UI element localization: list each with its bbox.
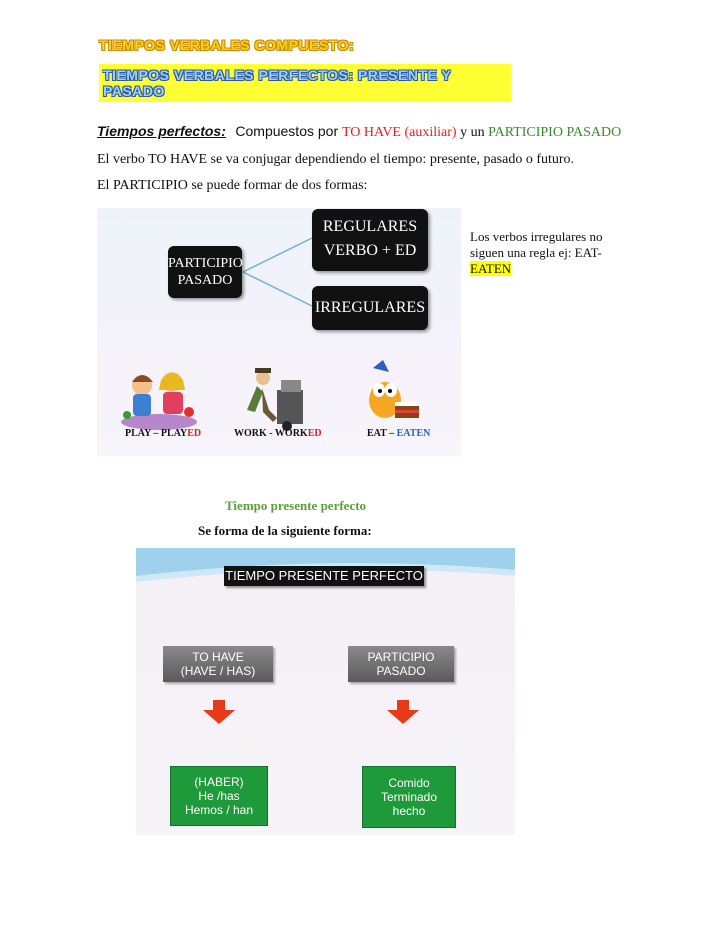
- participio-pasado-gray-box: PARTICIPIO PASADO: [348, 646, 454, 682]
- section2-subtitle: Se forma de la siguiente forma:: [198, 523, 372, 538]
- irregular-note-highlight: EATEN: [470, 261, 512, 276]
- section2-title: Tiempo presente perfecto: [225, 498, 367, 513]
- comido-box: Comido Terminado hecho: [362, 766, 456, 828]
- garfield-eating-icon: [369, 360, 419, 418]
- section-banner: TIEMPOS VERBALES PERFECTOS: PRESENTE Y PASADO: [99, 64, 511, 102]
- arrow-down-left-icon: [203, 700, 235, 724]
- arrow-down-right-icon: [387, 700, 419, 724]
- document-title: TIEMPOS VERBALES COMPUESTO:: [99, 37, 355, 53]
- intro-line-2: El verbo TO HAVE se va conjugar dependiendo el tiempo: presente, pasado o futuro.: [97, 152, 575, 167]
- to-have-text: TO HAVE (auxiliar): [342, 125, 457, 140]
- intro-text-before: Compuestos por: [235, 123, 342, 139]
- diagram2-title: TIEMPO PRESENTE PERFECTO: [224, 566, 424, 586]
- irregular-note: [470, 229, 615, 277]
- intro-line-1: [97, 122, 621, 142]
- to-have-box: TO HAVE (HAVE / HAS): [163, 646, 273, 682]
- irregulares-box: IRREGULARES: [312, 286, 428, 330]
- participio-diagram: [97, 208, 461, 456]
- intro-line-3: El PARTICIPIO se puede formar de dos formas:: [97, 178, 368, 193]
- intro-label: Tiempos perfectos:: [97, 123, 226, 139]
- verbo-ed-label: VERBO + ED: [323, 242, 417, 259]
- regulares-box: [312, 209, 428, 271]
- caption-play: PLAY – PLAYED: [125, 428, 202, 439]
- arrows: [136, 698, 515, 738]
- intro-text-mid: y un: [456, 125, 489, 140]
- kids-playing-icon: [121, 372, 197, 430]
- regulares-label: REGULARES: [322, 218, 418, 235]
- participio-pasado-box: PARTICIPIO PASADO: [168, 246, 242, 298]
- man-working-icon: [247, 368, 303, 431]
- caption-work: WORK - WORKED: [234, 428, 322, 439]
- present-perfect-diagram: [136, 548, 515, 835]
- haber-box: (HABER) He /has Hemos / han: [170, 766, 268, 826]
- caption-eat: EAT – EATEN: [367, 428, 431, 439]
- participio-text: PARTICIPIO PASADO: [488, 125, 622, 140]
- irregular-note-text: Los verbos irregulares no siguen una regla ej: EAT-: [470, 229, 603, 260]
